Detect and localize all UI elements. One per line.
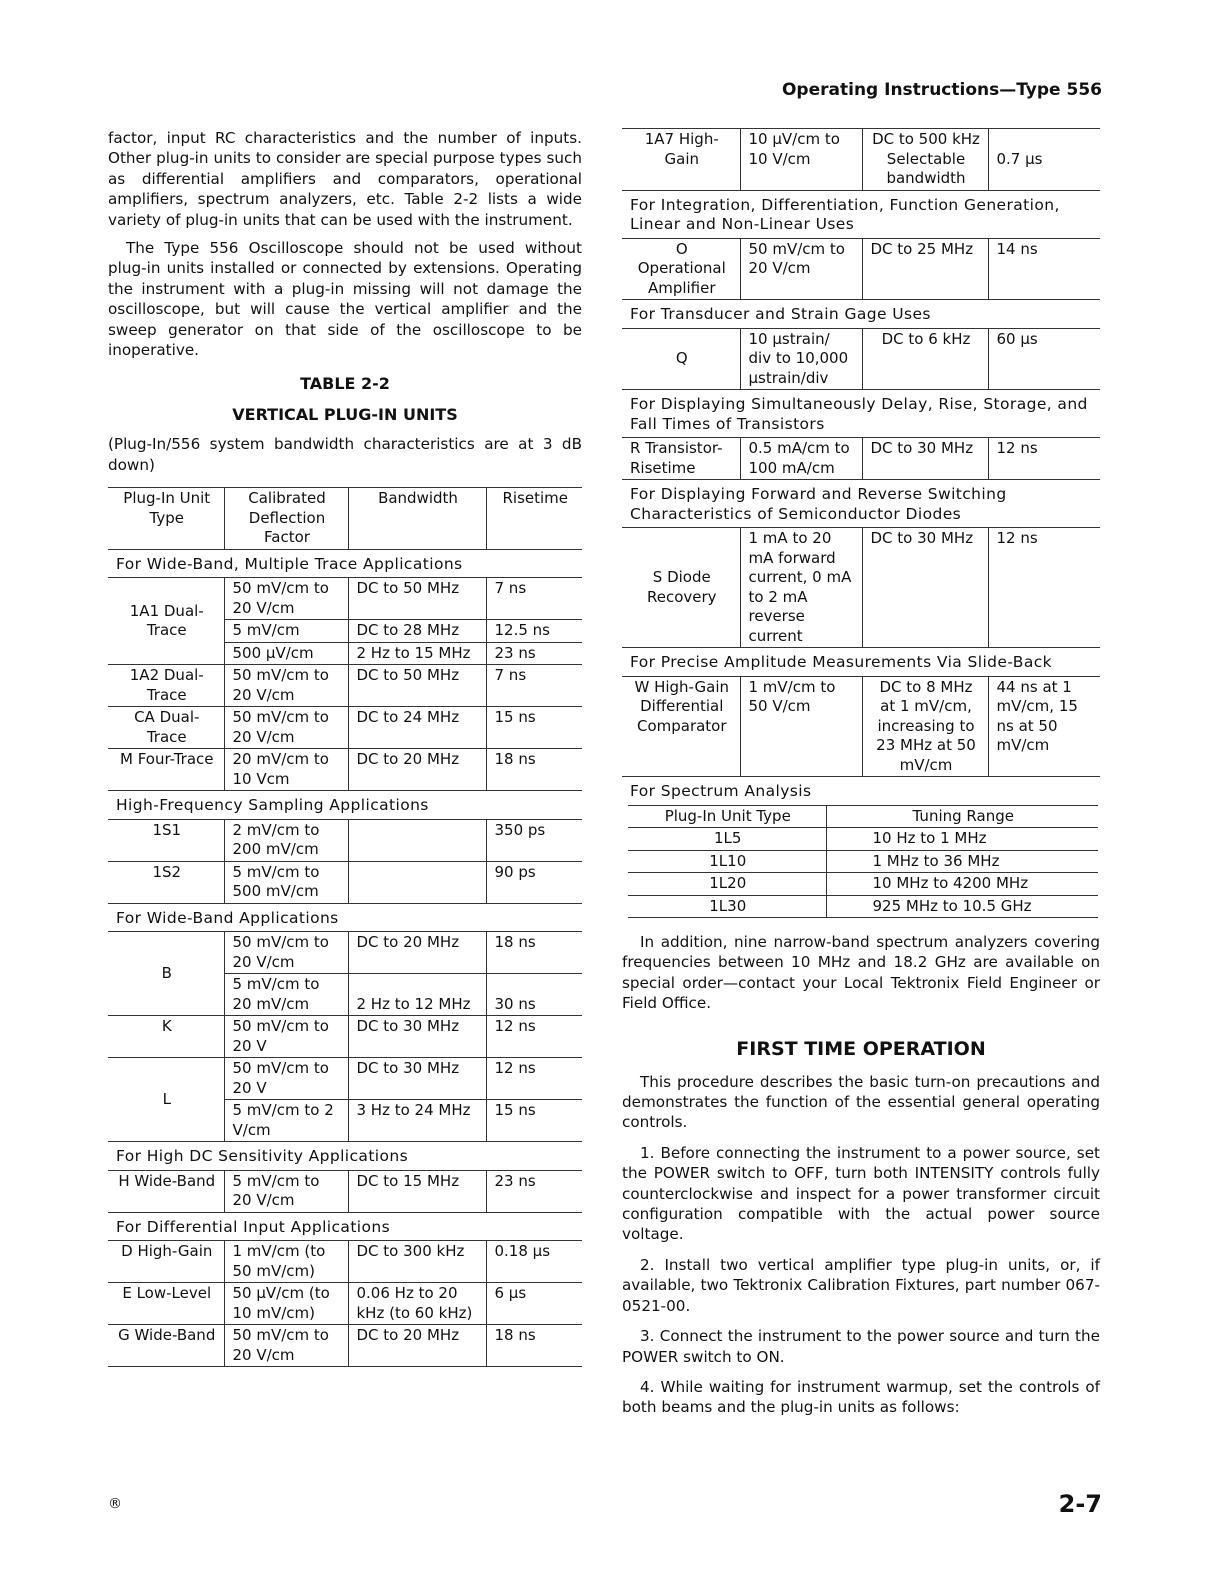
table-row [108, 1170, 582, 1212]
deflection-cell: 1 mA to 20 mA forward current, 0 mA to 2 mA reverse current [740, 528, 862, 648]
table-row [628, 895, 1098, 918]
risetime-cell: 15 ns [486, 707, 582, 749]
deflection-cell: 500 μV/cm [224, 642, 348, 665]
table-row [108, 578, 582, 620]
bandwidth-cell: DC to 30 MHz [348, 1016, 486, 1058]
bandwidth-cell: DC to 20 MHz [348, 1325, 486, 1367]
plugin-type: 1A7 High-Gain [622, 129, 740, 191]
plugin-type: R Transistor-Risetime [622, 438, 740, 480]
bandwidth-cell: DC to 8 MHz at 1 mV/cm, increasing to 23 MHz at 50 mV/cm [862, 676, 988, 777]
plugin-type: 1S1 [108, 819, 224, 861]
header-bandwidth: Bandwidth [348, 488, 486, 550]
table-row [622, 328, 1100, 390]
table-row [108, 1283, 582, 1325]
table-row [628, 873, 1098, 896]
deflection-cell: 0.5 mA/cm to 100 mA/cm [740, 438, 862, 480]
bandwidth-cell: 2 Hz to 12 MHz [348, 974, 486, 1016]
header-risetime: Risetime [486, 488, 582, 550]
table-row [108, 861, 582, 903]
spectrum-range: 925 MHz to 10.5 GHz [826, 895, 1098, 918]
table-row [622, 238, 1100, 300]
table-header-row [108, 488, 582, 550]
table-row [628, 850, 1098, 873]
bandwidth-cell: 2 Hz to 15 MHz [348, 642, 486, 665]
section-heading: For Displaying Forward and Reverse Switching Characteristics of Semiconductor Diodes [622, 480, 1100, 528]
plugin-type: E Low-Level [108, 1283, 224, 1325]
bandwidth-cell: DC to 50 MHz [348, 578, 486, 620]
plugin-type: D High-Gain [108, 1241, 224, 1283]
deflection-cell: 50 mV/cm to 20 V [224, 1058, 348, 1100]
table-row [108, 1241, 582, 1283]
bandwidth-cell [348, 861, 486, 903]
deflection-cell: 50 mV/cm to 20 V/cm [740, 238, 862, 300]
left-column [108, 128, 582, 1367]
header-range: Tuning Range [826, 805, 1098, 828]
deflection-cell: 50 μV/cm (to 10 mV/cm) [224, 1283, 348, 1325]
risetime-cell: 90 ps [486, 861, 582, 903]
bandwidth-cell: DC to 30 MHz [862, 438, 988, 480]
registered-mark: ® [108, 1496, 122, 1512]
section-heading: For Wide-Band, Multiple Trace Applications [108, 549, 582, 578]
plugin-type: S Diode Recovery [622, 528, 740, 648]
section-heading: For High DC Sensitivity Applications [108, 1142, 582, 1171]
risetime-cell: 23 ns [486, 642, 582, 665]
spectrum-unit: 1L5 [628, 828, 826, 851]
deflection-cell: 10 μV/cm to 10 V/cm [740, 129, 862, 191]
spectrum-unit: 1L20 [628, 873, 826, 896]
table-row [108, 665, 582, 707]
vertical-plugin-table [108, 487, 582, 1367]
table-row [108, 1058, 582, 1100]
section-heading: For Wide-Band Applications [108, 903, 582, 932]
risetime-cell: 23 ns [486, 1170, 582, 1212]
intro-paragraph-1: factor, input RC characteristics and the number of inputs. Other plug-in units to consider are special purpose types such as differential amplifiers and comparators, operational amplifiers, spectrum analyzers, etc. Table 2-2 lists a wide variety of plug-in units that can be used with the instrument. [108, 129, 582, 229]
risetime-cell: 14 ns [988, 238, 1100, 300]
table-row [108, 1325, 582, 1367]
plugin-type: H Wide-Band [108, 1170, 224, 1212]
spectrum-range: 1 MHz to 36 MHz [826, 850, 1098, 873]
bandwidth-cell: DC to 500 kHz Selectable bandwidth [862, 129, 988, 191]
section-heading: For Differential Input Applications [108, 1212, 582, 1241]
plugin-type: 1S2 [108, 861, 224, 903]
table-title: VERTICAL PLUG-IN UNITS [232, 405, 458, 425]
risetime-cell: 0.18 μs [486, 1241, 582, 1283]
risetime-cell: 18 ns [486, 749, 582, 791]
plugin-type: W High-Gain Differential Comparator [622, 676, 740, 777]
plugin-type: M Four-Trace [108, 749, 224, 791]
bandwidth-cell: 0.06 Hz to 20 kHz (to 60 kHz) [348, 1283, 486, 1325]
plugin-type: G Wide-Band [108, 1325, 224, 1367]
plugin-type: L [108, 1058, 224, 1142]
table-row [108, 1016, 582, 1058]
table-number: TABLE 2-2 [300, 374, 390, 394]
deflection-cell: 5 mV/cm to 20 mV/cm [224, 974, 348, 1016]
header-deflection: Calibrated Deflection Factor [224, 488, 348, 550]
deflection-cell: 1 mV/cm (to 50 mV/cm) [224, 1241, 348, 1283]
bandwidth-cell: DC to 20 MHz [348, 749, 486, 791]
right-column [622, 128, 1100, 1418]
spectrum-range: 10 Hz to 1 MHz [826, 828, 1098, 851]
procedure-intro: This procedure describes the basic turn-on precautions and demonstrates the function of the essential general operating controls. [622, 1072, 1100, 1132]
risetime-cell: 18 ns [486, 932, 582, 974]
step-1: 1. Before connecting the instrument to a power source, set the POWER switch to OFF, turn both INTENSITY controls fully counterclockwise and inspect for a power transformer circuit configuration compatible with the actual power source voltage. [622, 1143, 1100, 1244]
risetime-cell: 12 ns [988, 528, 1100, 648]
spectrum-header-row [628, 805, 1098, 828]
risetime-cell: 7 ns [486, 665, 582, 707]
bandwidth-cell: DC to 15 MHz [348, 1170, 486, 1212]
bandwidth-cell: DC to 20 MHz [348, 932, 486, 974]
section-heading: For Precise Amplitude Measurements Via Slide-Back [622, 648, 1100, 677]
plugin-type: CA Dual-Trace [108, 707, 224, 749]
plugin-type: Q [622, 328, 740, 390]
deflection-cell: 5 mV/cm [224, 620, 348, 643]
spectrum-analyzer-table [628, 805, 1098, 919]
risetime-cell: 12 ns [988, 438, 1100, 480]
deflection-cell: 50 mV/cm to 20 V/cm [224, 665, 348, 707]
deflection-cell: 50 mV/cm to 20 V/cm [224, 932, 348, 974]
risetime-cell: 60 μs [988, 328, 1100, 390]
section-heading: High-Frequency Sampling Applications [108, 791, 582, 820]
risetime-cell: 18 ns [486, 1325, 582, 1367]
risetime-cell: 12 ns [486, 1058, 582, 1100]
table-note: (Plug-In/556 system bandwidth characteristics are at 3 dB down) [108, 435, 582, 474]
bandwidth-cell [348, 819, 486, 861]
bandwidth-cell: 3 Hz to 24 MHz [348, 1100, 486, 1142]
section-heading: For Displaying Simultaneously Delay, Rise, Storage, and Fall Times of Transistors [622, 390, 1100, 438]
table-row [108, 707, 582, 749]
table-row [622, 528, 1100, 648]
risetime-cell: 7 ns [486, 578, 582, 620]
deflection-cell: 5 mV/cm to 2 V/cm [224, 1100, 348, 1142]
section-heading: For Integration, Differentiation, Function Generation, Linear and Non-Linear Uses [622, 190, 1100, 238]
bandwidth-cell: DC to 30 MHz [862, 528, 988, 648]
step-2: 2. Install two vertical amplifier type plug-in units, or, if available, two Tektronix Calibration Fixtures, part number 067-0521-00. [622, 1255, 1100, 1315]
risetime-cell: 15 ns [486, 1100, 582, 1142]
plugin-type: O Operational Amplifier [622, 238, 740, 300]
plugin-type: 1A2 Dual-Trace [108, 665, 224, 707]
section-heading-first-time-operation: FIRST TIME OPERATION [736, 1037, 986, 1060]
bandwidth-cell: DC to 50 MHz [348, 665, 486, 707]
table-row [622, 438, 1100, 480]
header-type: Plug-In Unit Type [108, 488, 224, 550]
bandwidth-cell: DC to 6 kHz [862, 328, 988, 390]
plugin-type: B [108, 932, 224, 1016]
plugin-type: 1A1 Dual-Trace [108, 578, 224, 665]
deflection-cell: 10 μstrain/ div to 10,000 μstrain/div [740, 328, 862, 390]
spectrum-unit: 1L10 [628, 850, 826, 873]
table-row [108, 749, 582, 791]
deflection-cell: 50 mV/cm to 20 V [224, 1016, 348, 1058]
step-3: 3. Connect the instrument to the power source and turn the POWER switch to ON. [622, 1327, 1100, 1366]
spectrum-unit: 1L30 [628, 895, 826, 918]
bandwidth-cell: DC to 24 MHz [348, 707, 486, 749]
additional-analyzers-paragraph: In addition, nine narrow-band spectrum analyzers covering frequencies between 10 MHz and 18.2 GHz are available on special order—contact your Local Tektronix Field Engineer or Field Office. [622, 933, 1100, 1013]
section-heading: For Transducer and Strain Gage Uses [622, 300, 1100, 329]
deflection-cell: 50 mV/cm to 20 V/cm [224, 707, 348, 749]
bandwidth-cell: DC to 28 MHz [348, 620, 486, 643]
deflection-cell: 50 mV/cm to 20 V/cm [224, 578, 348, 620]
risetime-cell: 44 ns at 1 mV/cm, 15 ns at 50 mV/cm [988, 676, 1100, 777]
table-row [108, 932, 582, 974]
bandwidth-cell: DC to 300 kHz [348, 1241, 486, 1283]
deflection-cell: 5 mV/cm to 500 mV/cm [224, 861, 348, 903]
risetime-cell: 350 ps [486, 819, 582, 861]
risetime-cell: 0.7 μs [988, 129, 1100, 191]
table-row [622, 676, 1100, 777]
table-row [108, 819, 582, 861]
bandwidth-cell: DC to 25 MHz [862, 238, 988, 300]
deflection-cell: 5 mV/cm to 20 V/cm [224, 1170, 348, 1212]
page-number: 2-7 [1058, 1490, 1102, 1518]
bandwidth-cell: DC to 30 MHz [348, 1058, 486, 1100]
intro-paragraph-2: The Type 556 Oscilloscope should not be used without plug-in units installed or connected by extensions. Operating the instrument with a plug-in missing will not damage the oscilloscope, but will cause the vertical amplifier and the sweep generator on that side of the oscilloscope to be inoperative. [108, 239, 582, 360]
risetime-cell: 12.5 ns [486, 620, 582, 643]
header-unit: Plug-In Unit Type [628, 805, 826, 828]
step-4: 4. While waiting for instrument warmup, set the controls of both beams and the plug-in units as follows: [622, 1377, 1100, 1417]
deflection-cell: 1 mV/cm to 50 V/cm [740, 676, 862, 777]
table-row [628, 828, 1098, 851]
table-row [622, 129, 1100, 191]
risetime-cell: 30 ns [486, 974, 582, 1016]
plugin-type: K [108, 1016, 224, 1058]
deflection-cell: 20 mV/cm to 10 Vcm [224, 749, 348, 791]
risetime-cell: 6 μs [486, 1283, 582, 1325]
section-heading: For Spectrum Analysis [630, 782, 812, 800]
spectrum-range: 10 MHz to 4200 MHz [826, 873, 1098, 896]
deflection-cell: 2 mV/cm to 200 mV/cm [224, 819, 348, 861]
risetime-cell: 12 ns [486, 1016, 582, 1058]
vertical-plugin-table-continued [622, 128, 1100, 805]
running-head: Operating Instructions—Type 556 [781, 80, 1102, 100]
deflection-cell: 50 mV/cm to 20 V/cm [224, 1325, 348, 1367]
